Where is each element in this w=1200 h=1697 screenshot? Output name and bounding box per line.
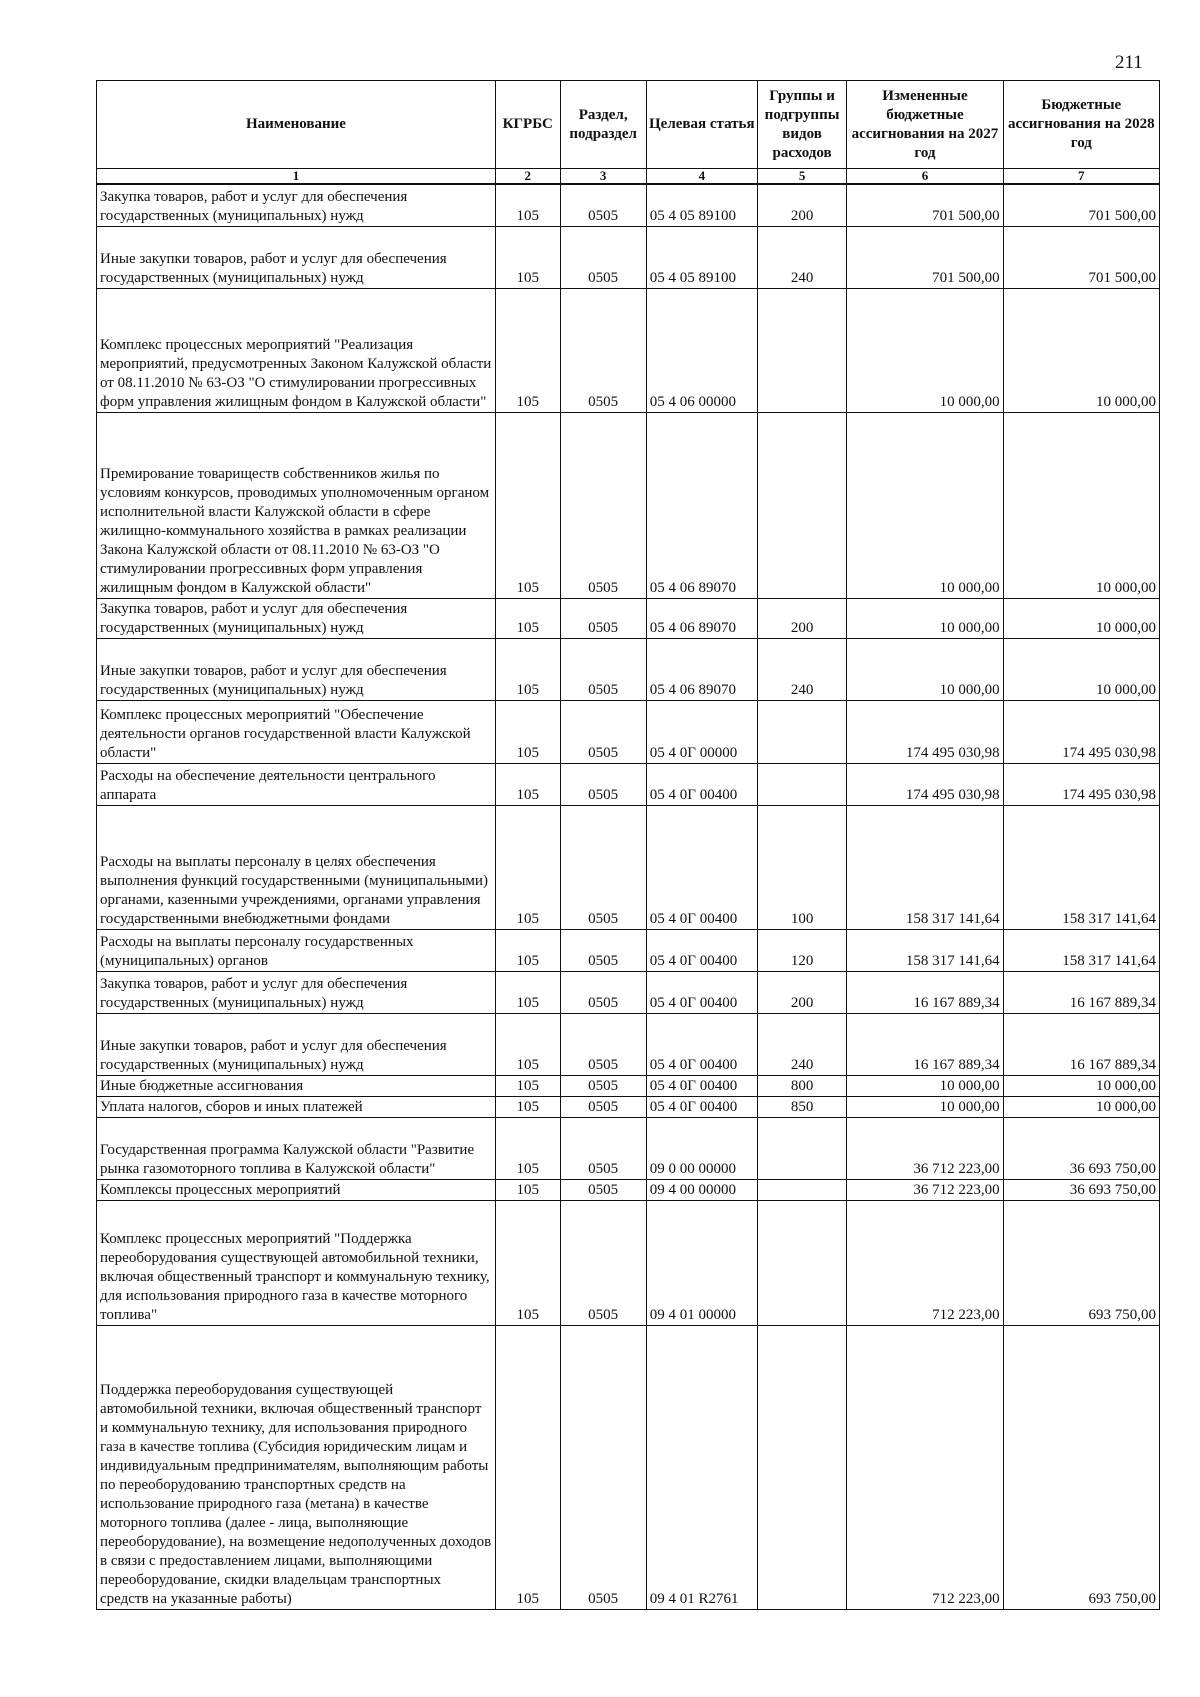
- table-row: [97, 1179, 1160, 1200]
- row-2027: 158 317 141,64: [847, 929, 1003, 971]
- row-2027: 10 000,00: [847, 1096, 1003, 1117]
- row-2027: 712 223,00: [847, 1200, 1003, 1325]
- row-kgrbs: 105: [495, 1117, 560, 1179]
- row-kgrbs: 105: [495, 638, 560, 700]
- row-statya: 05 4 0Г 00400: [646, 1096, 757, 1117]
- row-2027: 701 500,00: [847, 226, 1003, 288]
- column-number: 2: [495, 169, 560, 185]
- table-row: [97, 226, 1160, 288]
- row-statya: 05 4 0Г 00400: [646, 763, 757, 805]
- row-2027: 16 167 889,34: [847, 1013, 1003, 1075]
- row-kgrbs: 105: [495, 971, 560, 1013]
- header-row: [97, 81, 1160, 169]
- row-vid: 200: [757, 184, 846, 226]
- row-kgrbs: 105: [495, 1096, 560, 1117]
- row-kgrbs: 105: [495, 1179, 560, 1200]
- row-kgrbs: 105: [495, 700, 560, 763]
- row-vid: 120: [757, 929, 846, 971]
- row-statya: 09 4 01 R2761: [646, 1325, 757, 1609]
- table-row: [97, 700, 1160, 763]
- row-vid: 200: [757, 971, 846, 1013]
- row-razdel: 0505: [560, 288, 646, 412]
- row-name: Комплексы процессных мероприятий: [97, 1179, 496, 1200]
- row-vid: [757, 412, 846, 598]
- table-row: [97, 971, 1160, 1013]
- row-2028: 701 500,00: [1003, 226, 1159, 288]
- row-razdel: 0505: [560, 1096, 646, 1117]
- column-number: 3: [560, 169, 646, 185]
- table-row: [97, 1325, 1160, 1609]
- header-razdel: Раздел, подраздел: [560, 81, 646, 169]
- row-razdel: 0505: [560, 805, 646, 929]
- row-name: Закупка товаров, работ и услуг для обеспечения государственных (муниципальных) нужд: [97, 598, 496, 638]
- row-vid: 200: [757, 598, 846, 638]
- row-kgrbs: 105: [495, 805, 560, 929]
- row-2027: 712 223,00: [847, 1325, 1003, 1609]
- column-number: 1: [97, 169, 496, 185]
- row-vid: 240: [757, 1013, 846, 1075]
- table-row: [97, 1200, 1160, 1325]
- table-row: [97, 288, 1160, 412]
- row-kgrbs: 105: [495, 288, 560, 412]
- row-name: Иные закупки товаров, работ и услуг для обеспечения государственных (муниципальных) нужд: [97, 226, 496, 288]
- row-2028: 16 167 889,34: [1003, 971, 1159, 1013]
- table-row: [97, 805, 1160, 929]
- row-2027: 701 500,00: [847, 184, 1003, 226]
- row-name: Комплекс процессных мероприятий "Обеспечение деятельности органов государственной власти Калужской области": [97, 700, 496, 763]
- row-name: Комплекс процессных мероприятий "Поддержка переоборудования существующей автомобильной техники, включая общественный транспорт и коммунальную технику, для использования природного газа в качестве моторного топлива": [97, 1200, 496, 1325]
- row-2028: 16 167 889,34: [1003, 1013, 1159, 1075]
- row-vid: [757, 763, 846, 805]
- page-number: 211: [1115, 52, 1143, 73]
- row-razdel: 0505: [560, 763, 646, 805]
- row-statya: 09 4 01 00000: [646, 1200, 757, 1325]
- table-row: [97, 929, 1160, 971]
- row-vid: 240: [757, 226, 846, 288]
- row-2027: 10 000,00: [847, 638, 1003, 700]
- row-kgrbs: 105: [495, 1075, 560, 1096]
- row-statya: 05 4 06 00000: [646, 288, 757, 412]
- row-vid: 800: [757, 1075, 846, 1096]
- table-row: [97, 412, 1160, 598]
- row-vid: [757, 1117, 846, 1179]
- row-vid: [757, 1325, 846, 1609]
- column-number: 5: [757, 169, 846, 185]
- row-2028: 36 693 750,00: [1003, 1117, 1159, 1179]
- row-statya: 05 4 0Г 00400: [646, 1075, 757, 1096]
- row-2028: 693 750,00: [1003, 1325, 1159, 1609]
- row-2028: 10 000,00: [1003, 412, 1159, 598]
- row-2028: 36 693 750,00: [1003, 1179, 1159, 1200]
- table-row: [97, 1096, 1160, 1117]
- row-2028: 10 000,00: [1003, 288, 1159, 412]
- column-number: 6: [847, 169, 1003, 185]
- table-row: [97, 763, 1160, 805]
- row-statya: 05 4 0Г 00400: [646, 929, 757, 971]
- row-2028: 10 000,00: [1003, 638, 1159, 700]
- row-name: Комплекс процессных мероприятий "Реализация мероприятий, предусмотренных Законом Калужской области от 08.11.2010 № 63-ОЗ "О стимулировании прогрессивных форм управления жилищным фондом в Калужской области": [97, 288, 496, 412]
- row-statya: 05 4 06 89070: [646, 638, 757, 700]
- row-kgrbs: 105: [495, 412, 560, 598]
- row-2028: 158 317 141,64: [1003, 805, 1159, 929]
- row-2027: 36 712 223,00: [847, 1179, 1003, 1200]
- row-razdel: 0505: [560, 1075, 646, 1096]
- row-vid: [757, 700, 846, 763]
- row-kgrbs: 105: [495, 598, 560, 638]
- row-statya: 05 4 0Г 00000: [646, 700, 757, 763]
- budget-table: [96, 80, 1160, 1610]
- table-row: [97, 638, 1160, 700]
- row-razdel: 0505: [560, 1179, 646, 1200]
- row-name: Государственная программа Калужской области "Развитие рынка газомоторного топлива в Калужской области": [97, 1117, 496, 1179]
- row-2028: 701 500,00: [1003, 184, 1159, 226]
- row-name: Закупка товаров, работ и услуг для обеспечения государственных (муниципальных) нужд: [97, 184, 496, 226]
- row-razdel: 0505: [560, 412, 646, 598]
- row-vid: 850: [757, 1096, 846, 1117]
- row-name: Уплата налогов, сборов и иных платежей: [97, 1096, 496, 1117]
- row-2028: 174 495 030,98: [1003, 700, 1159, 763]
- row-vid: 100: [757, 805, 846, 929]
- column-number-row: [97, 169, 1160, 185]
- row-kgrbs: 105: [495, 184, 560, 226]
- row-2028: 10 000,00: [1003, 1096, 1159, 1117]
- row-kgrbs: 105: [495, 1013, 560, 1075]
- row-name: Расходы на выплаты персоналу в целях обеспечения выполнения функций государственными (муниципальными) органами, казенными учреждениями, органами управления государственными внебюджетными фондами: [97, 805, 496, 929]
- header-vid: Группы и подгруппы видов расходов: [757, 81, 846, 169]
- row-razdel: 0505: [560, 184, 646, 226]
- table-row: [97, 1117, 1160, 1179]
- row-razdel: 0505: [560, 1013, 646, 1075]
- column-number: 7: [1003, 169, 1159, 185]
- row-statya: 05 4 0Г 00400: [646, 805, 757, 929]
- row-2028: 10 000,00: [1003, 1075, 1159, 1096]
- row-2027: 174 495 030,98: [847, 763, 1003, 805]
- row-razdel: 0505: [560, 1200, 646, 1325]
- table-row: [97, 1013, 1160, 1075]
- row-name: Закупка товаров, работ и услуг для обеспечения государственных (муниципальных) нужд: [97, 971, 496, 1013]
- table-row: [97, 184, 1160, 226]
- header-name: Наименование: [97, 81, 496, 169]
- row-name: Расходы на выплаты персоналу государственных (муниципальных) органов: [97, 929, 496, 971]
- row-razdel: 0505: [560, 929, 646, 971]
- row-statya: 05 4 05 89100: [646, 226, 757, 288]
- row-name: Расходы на обеспечение деятельности центрального аппарата: [97, 763, 496, 805]
- row-2027: 158 317 141,64: [847, 805, 1003, 929]
- column-number: 4: [646, 169, 757, 185]
- row-statya: 05 4 0Г 00400: [646, 971, 757, 1013]
- row-razdel: 0505: [560, 638, 646, 700]
- row-name: Премирование товариществ собственников жилья по условиям конкурсов, проводимых уполномоченным органом исполнительной власти Калужской области в сфере жилищно-коммунального хозяйства в рамках реализации Закона Калужской области от 08.11.2010 № 63-ОЗ "О стимулировании прогрессивных форм управления жилищным фондом в Калужской области": [97, 412, 496, 598]
- row-name: Иные закупки товаров, работ и услуг для обеспечения государственных (муниципальных) нужд: [97, 1013, 496, 1075]
- header-kgrbs: КГРБС: [495, 81, 560, 169]
- row-statya: 09 0 00 00000: [646, 1117, 757, 1179]
- row-vid: [757, 288, 846, 412]
- row-kgrbs: 105: [495, 1325, 560, 1609]
- row-2027: 10 000,00: [847, 1075, 1003, 1096]
- row-razdel: 0505: [560, 1117, 646, 1179]
- row-kgrbs: 105: [495, 226, 560, 288]
- row-razdel: 0505: [560, 700, 646, 763]
- row-kgrbs: 105: [495, 1200, 560, 1325]
- row-statya: 05 4 05 89100: [646, 184, 757, 226]
- row-2027: 36 712 223,00: [847, 1117, 1003, 1179]
- row-name: Иные бюджетные ассигнования: [97, 1075, 496, 1096]
- header-2027: Измененные бюджетные ассигнования на 2027 год: [847, 81, 1003, 169]
- header-statya: Целевая статья: [646, 81, 757, 169]
- row-2027: 10 000,00: [847, 598, 1003, 638]
- row-statya: 05 4 0Г 00400: [646, 1013, 757, 1075]
- table-row: [97, 598, 1160, 638]
- row-2027: 10 000,00: [847, 288, 1003, 412]
- row-statya: 09 4 00 00000: [646, 1179, 757, 1200]
- row-2027: 174 495 030,98: [847, 700, 1003, 763]
- row-vid: [757, 1200, 846, 1325]
- row-2027: 10 000,00: [847, 412, 1003, 598]
- row-statya: 05 4 06 89070: [646, 412, 757, 598]
- row-name: Поддержка переоборудования существующей автомобильной техники, включая общественный транспорт и коммунальную технику, для использования природного газа в качестве топлива (Субсидия юридическим лицам и индивидуальным предпринимателям, выполняющим работы по переоборудованию транспортных средств на использование природного газа (метана) в качестве моторного топлива (далее - лица, выполняющие переоборудование), на возмещение недополученных доходов в связи с предоставлением лицами, выполняющими переоборудование, скидки владельцам транспортных средств на указанные работы): [97, 1325, 496, 1609]
- row-razdel: 0505: [560, 226, 646, 288]
- table-row: [97, 1075, 1160, 1096]
- row-2028: 10 000,00: [1003, 598, 1159, 638]
- row-vid: 240: [757, 638, 846, 700]
- row-statya: 05 4 06 89070: [646, 598, 757, 638]
- row-2028: 158 317 141,64: [1003, 929, 1159, 971]
- row-kgrbs: 105: [495, 763, 560, 805]
- row-name: Иные закупки товаров, работ и услуг для обеспечения государственных (муниципальных) нужд: [97, 638, 496, 700]
- row-vid: [757, 1179, 846, 1200]
- row-2027: 16 167 889,34: [847, 971, 1003, 1013]
- header-2028: Бюджетные ассигнования на 2028 год: [1003, 81, 1159, 169]
- row-2028: 693 750,00: [1003, 1200, 1159, 1325]
- row-razdel: 0505: [560, 598, 646, 638]
- row-razdel: 0505: [560, 971, 646, 1013]
- row-2028: 174 495 030,98: [1003, 763, 1159, 805]
- row-razdel: 0505: [560, 1325, 646, 1609]
- row-kgrbs: 105: [495, 929, 560, 971]
